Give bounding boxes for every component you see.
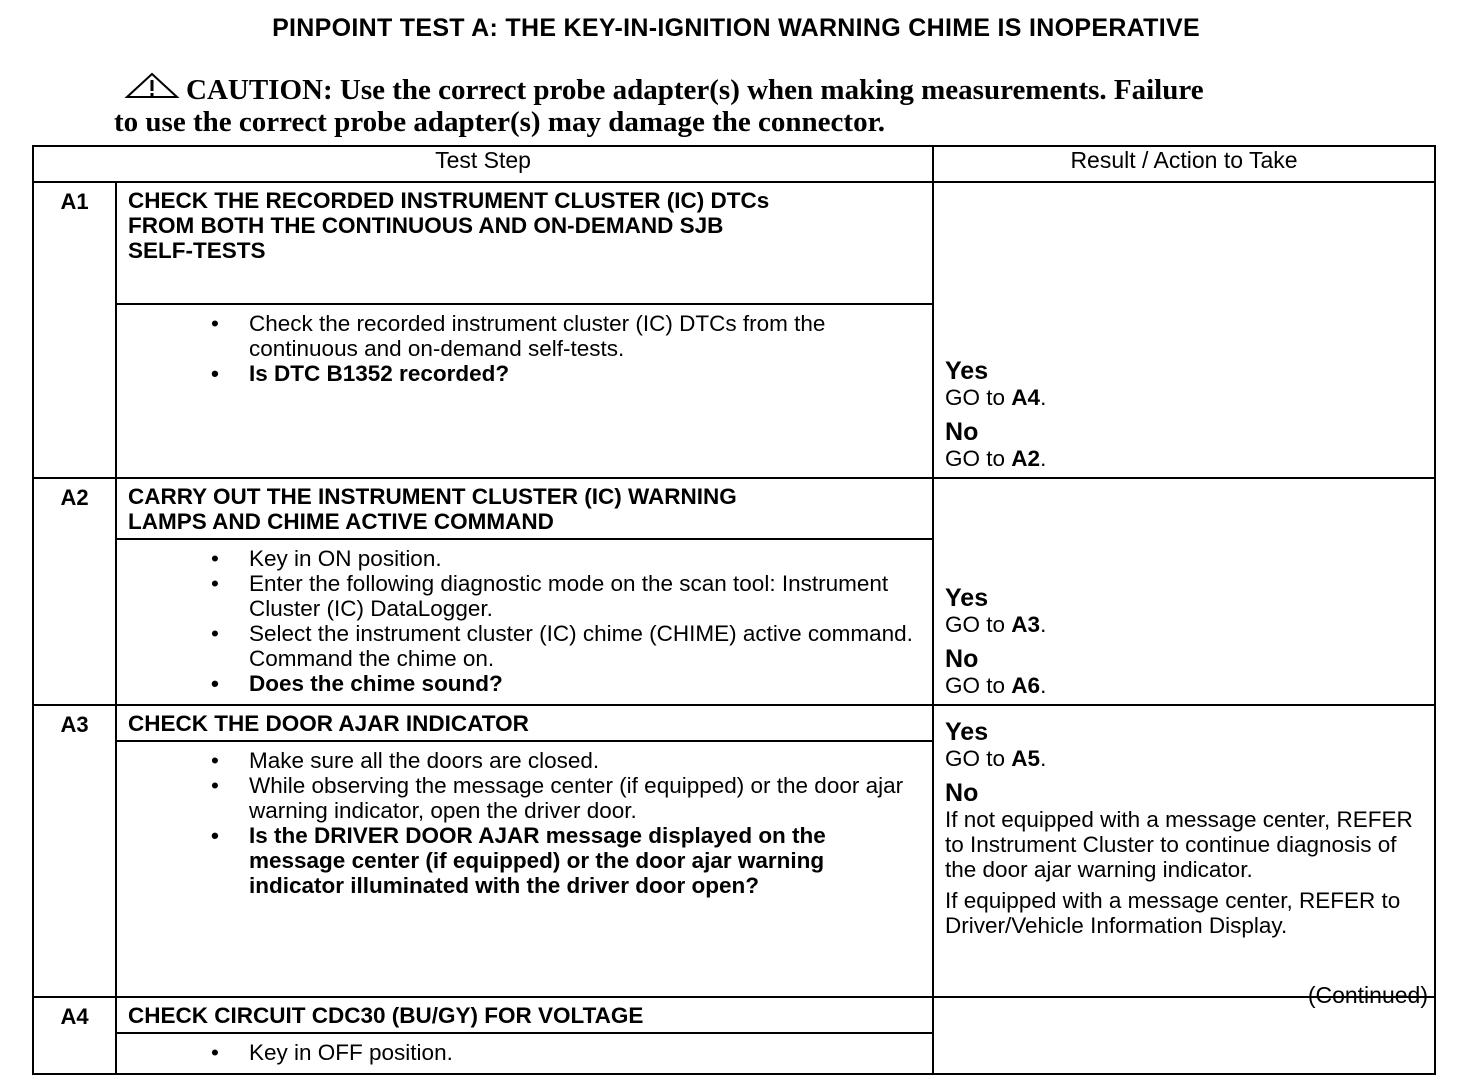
step-a3-title-row xyxy=(33,705,1435,741)
step-bullet: • Check the recorded instrument cluster (IC) DTCs from the continuous and on-demand self-tests. xyxy=(117,311,922,361)
step-result xyxy=(933,705,1435,997)
pinpoint-test-table xyxy=(32,145,1436,1075)
step-title xyxy=(116,478,933,539)
result-no-label: No xyxy=(945,779,979,807)
step-bullet: • Key in ON position. xyxy=(117,546,922,571)
step-title xyxy=(116,182,933,304)
step-bullet: • Key in OFF position. xyxy=(117,1040,922,1065)
goto-target[interactable]: A6 xyxy=(1011,673,1041,698)
step-title xyxy=(116,705,933,741)
result-no-action: GO to A2. xyxy=(945,446,1047,471)
step-result xyxy=(933,478,1435,705)
step-id: A1 xyxy=(33,182,116,304)
step-title-line: SELF-TESTS xyxy=(128,238,266,263)
step-title-line: LAMPS AND CHIME ACTIVE COMMAND xyxy=(128,509,554,534)
caution-line-1 xyxy=(114,72,1314,106)
result-yes-action: GO to A4. xyxy=(945,385,1047,410)
continued-label: (Continued) xyxy=(1307,982,1428,1008)
step-id-spacer xyxy=(33,741,116,997)
step-bullet: • Select the instrument cluster (IC) chime (CHIME) active command. Command the chime on. xyxy=(117,621,922,671)
header-test-step: Test Step xyxy=(33,146,933,182)
result-no-label: No xyxy=(945,418,979,446)
caution-text-1: Use the correct probe adapter(s) when making measurements. Failure xyxy=(339,74,1204,106)
table-header-row xyxy=(33,146,1435,182)
step-bullet: • Make sure all the doors are closed. xyxy=(117,748,922,773)
step-id: A2 xyxy=(33,478,116,539)
result-no-action: GO to A6. xyxy=(945,673,1047,698)
step-id-spacer xyxy=(33,539,116,705)
step-id-spacer xyxy=(33,1033,116,1074)
step-result xyxy=(933,182,1435,478)
step-body xyxy=(116,539,933,705)
step-id: A4 xyxy=(33,997,116,1033)
step-body xyxy=(116,304,933,478)
step-title-line: CHECK THE RECORDED INSTRUMENT CLUSTER (IC) DTCs xyxy=(128,188,770,213)
step-question: • Does the chime sound? xyxy=(117,671,922,696)
header-result: Result / Action to Take xyxy=(933,146,1435,182)
step-body xyxy=(116,741,933,997)
step-bullet: • Enter the following diagnostic mode on the scan tool: Instrument Cluster (IC) DataLogger. xyxy=(117,571,922,621)
step-a1-title-row xyxy=(33,182,1435,304)
result-no-text-2: If equipped with a message center, REFER to Driver/Vehicle Information Display. xyxy=(945,888,1401,938)
step-title-line: CHECK THE DOOR AJAR INDICATOR xyxy=(128,711,529,736)
step-bullet: • While observing the message center (if equipped) or the door ajar warning indicator, open the driver door. xyxy=(117,773,922,823)
goto-target[interactable]: A4 xyxy=(1011,385,1041,410)
step-id: A3 xyxy=(33,705,116,741)
result-no-text-1: If not equipped with a message center, REFER to Instrument Cluster to continue diagnosis of the door ajar warning indicator. xyxy=(945,807,1413,882)
goto-target[interactable]: A5 xyxy=(1011,746,1041,771)
step-question: • Is DTC B1352 recorded? xyxy=(117,361,922,386)
step-title-line: CHECK CIRCUIT CDC30 (BU/GY) FOR VOLTAGE xyxy=(128,1003,644,1028)
result-no-label: No xyxy=(945,645,979,673)
step-title-line: CARRY OUT THE INSTRUMENT CLUSTER (IC) WARNING xyxy=(128,484,737,509)
result-yes-action: GO to A3. xyxy=(945,612,1047,637)
caution-note xyxy=(114,72,1314,138)
goto-target[interactable]: A3 xyxy=(1011,612,1041,637)
step-body xyxy=(116,1033,933,1074)
step-a2-title-row xyxy=(33,478,1435,539)
result-yes-label: Yes xyxy=(945,357,989,385)
goto-target[interactable]: A2 xyxy=(1011,446,1041,471)
page-title: PINPOINT TEST A: THE KEY-IN-IGNITION WARNING CHIME IS INOPERATIVE xyxy=(272,14,1200,42)
step-question: • Is the DRIVER DOOR AJAR message displayed on the message center (if equipped) or the door ajar warning indicator illuminated with the driver door open? xyxy=(117,823,922,898)
step-id-spacer xyxy=(33,304,116,478)
caution-label: CAUTION: xyxy=(186,74,333,106)
result-yes-label: Yes xyxy=(945,718,989,746)
step-title-line: FROM BOTH THE CONTINUOUS AND ON-DEMAND SJB xyxy=(128,213,724,238)
result-yes-action: GO to A5. xyxy=(945,746,1047,771)
result-yes-label: Yes xyxy=(945,584,989,612)
caution-line-2: to use the correct probe adapter(s) may damage the connector. xyxy=(114,106,886,138)
warning-triangle-icon xyxy=(124,72,180,100)
